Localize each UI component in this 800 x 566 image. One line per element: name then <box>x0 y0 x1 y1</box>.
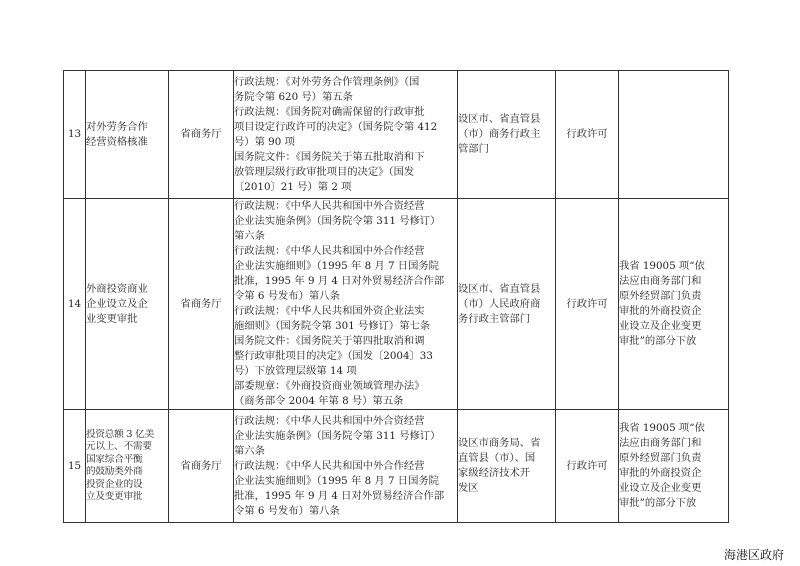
legal-basis-line: 国务院文件：《国务院关于第五批取消和下 <box>234 150 425 163</box>
remarks-line: 业设立及企业变更 <box>619 482 702 494</box>
legal-basis-line: 行政法规：《中华人民共和国中外合作经营 <box>234 459 425 472</box>
legal-basis-line: 企业法实施细则》（1995 年 8 月 7 日国务院 <box>234 474 439 487</box>
table-row <box>64 199 729 410</box>
legal-basis-line: 令第 6 号发布）第八条 <box>234 290 340 302</box>
remarks-cell <box>619 199 729 410</box>
legal-basis-line: （商务部令 2004 年第 8 号）第五条 <box>234 395 404 407</box>
remarks-line: 业设立及企业变更 <box>619 320 702 332</box>
legal-basis-cell <box>234 199 458 410</box>
item-name-line: 的鼓励类外商 <box>86 466 143 477</box>
approval-type-cell: 行政许可 <box>556 410 619 523</box>
legal-basis-line: 号）第 90 项 <box>234 135 295 148</box>
remarks-line: 法应由商务部门和 <box>619 437 702 449</box>
implementing-body-cell <box>458 199 556 410</box>
legal-basis-line: 批准，1995 年 9 月 4 日对外贸易经济合作部 <box>234 489 445 502</box>
legal-basis-line: 整行政审批项目的决定》（国发〔2004〕33 <box>234 350 433 362</box>
implementing-body-line: 发区 <box>458 482 479 494</box>
remarks-line: 法应由商务部门和 <box>619 275 702 287</box>
item-name-line: 投资企业的设 <box>86 478 143 490</box>
legal-basis-cell <box>234 410 458 523</box>
approval-items-table <box>63 70 729 523</box>
legal-basis-line: 项目设定行政许可的决定》（国务院令第 412 <box>234 120 438 133</box>
remarks-cell <box>619 71 729 199</box>
legal-basis-line: 行政法规：《中华人民共和国中外合资经营 <box>234 200 425 212</box>
implementing-body-line: 管部门 <box>458 143 489 155</box>
remarks-line: 审批的外商投资企 <box>619 467 702 479</box>
legal-basis-line: 第六条 <box>234 230 265 242</box>
remarks-line: 原外经贸部门负责 <box>619 290 702 302</box>
legal-basis-line: 批准，1995 年 9 月 4 日对外贸易经济合作部 <box>234 275 445 287</box>
implementing-body-line: 设区市、省直管县 <box>458 282 541 295</box>
department-cell: 省商务厅 <box>169 199 234 410</box>
remarks-line: 审批”的部分下放 <box>619 497 697 509</box>
legal-basis-line: 部委规章：《外商投资商业领域管理办法》 <box>234 380 425 392</box>
table-row <box>64 71 729 199</box>
row-number-cell: 15 <box>64 410 86 523</box>
department-cell: 省商务厅 <box>169 410 234 523</box>
legal-basis-line: 企业法实施条例》（国务院令第 311 号修订） <box>234 215 441 227</box>
implementing-body-cell <box>458 71 556 199</box>
legal-basis-line: 行政法规：《对外劳务合作管理条例》（国 <box>234 75 420 88</box>
implementing-body-line: （市）商务行政主 <box>458 128 541 140</box>
legal-basis-line: 行政法规：《中华人民共和国中外合作经营 <box>234 245 425 257</box>
implementing-body-line: 家级经济技术开 <box>458 467 531 479</box>
item-name-line: 外商投资商业 <box>86 282 148 295</box>
legal-basis-line: 第六条 <box>234 444 265 457</box>
remarks-line: 我省 19005 项“依 <box>619 422 705 434</box>
remarks-line: 我省 19005 项“依 <box>619 260 705 272</box>
legal-basis-line: 行政法规：《中华人民共和国外资企业法实 <box>234 305 425 317</box>
legal-basis-line: 国务院文件：《国务院关于第四批取消和调 <box>234 335 425 347</box>
item-name-line: 投资总额 3 亿美 <box>86 428 154 440</box>
remarks-line: 审批的外商投资企 <box>619 305 702 317</box>
implementing-body-line: 直管县（市）、国 <box>458 452 536 464</box>
legal-basis-line: 施细则》（国务院令第 301 号修订）第七条 <box>234 320 431 332</box>
legal-basis-cell <box>234 71 458 199</box>
item-name-cell <box>86 71 169 199</box>
legal-basis-line: 务院令第 620 号）第五条 <box>234 90 353 103</box>
item-name-line: 业变更审批 <box>86 312 138 325</box>
legal-basis-line: 放管理层级行政审批项目的决定》（国发 <box>234 165 415 178</box>
legal-basis-line: 行政法规：《国务院对确需保留的行政审批 <box>234 105 425 118</box>
item-name-cell <box>86 199 169 410</box>
item-name-line: 立及变更审批 <box>86 491 143 502</box>
implementing-body-line: （市）人民政府商 <box>458 297 541 310</box>
remarks-cell <box>619 410 729 523</box>
implementing-body-line: 设区市商务局、省 <box>458 437 541 449</box>
row-number-cell: 14 <box>64 199 86 410</box>
item-name-cell <box>86 410 169 523</box>
implementing-body-line: 设区市、省直管县 <box>458 113 541 125</box>
legal-basis-line: 企业法实施条例》（国务院令第 311 号修订） <box>234 429 441 442</box>
approval-type-cell: 行政许可 <box>556 71 619 199</box>
legal-basis-line: 号）下放管理层级第 14 项 <box>234 365 357 377</box>
item-name-line: 企业设立及企 <box>86 297 148 310</box>
legal-basis-line: 〔2010〕21 号）第 2 项 <box>234 180 352 193</box>
legal-basis-line: 行政法规：《中华人民共和国中外合资经营 <box>234 414 425 427</box>
implementing-body-line: 务行政主管部门 <box>458 312 531 325</box>
implementing-body-cell <box>458 410 556 523</box>
item-name-line: 国家综合平衡 <box>86 453 143 465</box>
remarks-line: 审批”的部分下放 <box>619 335 697 347</box>
remarks-line: 原外经贸部门负责 <box>619 452 702 464</box>
approval-type-cell: 行政许可 <box>556 199 619 410</box>
footer-issuer: 海港区政府 <box>724 548 785 562</box>
item-name-line: 元以上、不需要 <box>86 441 152 452</box>
table-row <box>64 410 729 523</box>
department-cell: 省商务厅 <box>169 71 234 199</box>
row-number-cell: 13 <box>64 71 86 199</box>
item-name-line: 对外劳务合作 <box>86 120 148 133</box>
legal-basis-line: 企业法实施细则》（1995 年 8 月 7 日国务院 <box>234 260 439 272</box>
legal-basis-line: 令第 6 号发布）第八条 <box>234 504 340 517</box>
item-name-line: 经营资格核准 <box>86 135 148 148</box>
